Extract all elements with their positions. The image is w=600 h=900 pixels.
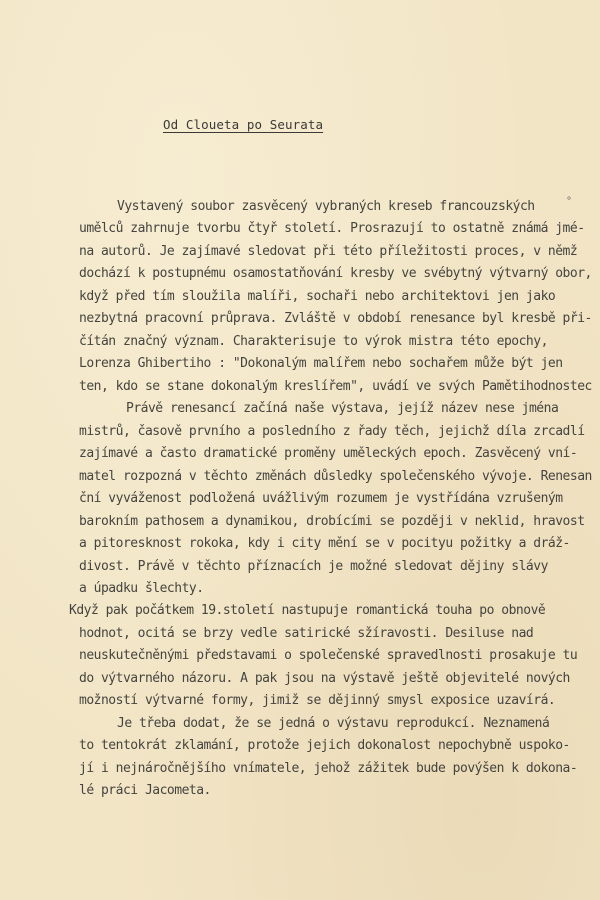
text-line-19: Když pak počátkem 19.století nastupuje romantická touha po obnově <box>69 603 546 618</box>
text-line-12: zajímavé a často dramatické proměny uměleckých epoch. Zasvěcený vní- <box>79 446 578 461</box>
text-line-10: Právě renesancí začíná naše výstava, jejíž název nese jména <box>126 401 559 416</box>
text-line-02: umělců zahrnuje tvorbu čtyř století. Prosrazují to ostatně známá jmé- <box>79 221 585 236</box>
text-line-17: divost. Právě v těchto příznacích je možné sledovat dějiny slávy <box>79 559 548 574</box>
text-line-06: nezbytná pracovní průprava. Zvláště v období renesance byl kresbě při- <box>79 311 592 326</box>
text-line-20: hodnot, ocitá se brzy vedle satirické sžíravosti. Desiluse nad <box>79 626 534 641</box>
text-line-11: mistrů, časově prvního a posledního z řady těch, jejichž díla zrcadlí <box>79 424 585 439</box>
margin-mark: ° <box>566 196 573 207</box>
text-line-05: když před tím sloužila malíři, sochaři nebo architektovi jen jako <box>79 289 556 304</box>
text-line-04: dochází k postupnému osamostatňování kresby ve svébytný výtvarný obor, <box>79 266 592 281</box>
text-line-13: matel rozpozná v těchto změnách důsledky společenského vývoje. Renesan <box>79 469 592 484</box>
text-line-21: neuskutečněnými představami o společenské spravedlnosti prosakuje tu <box>79 648 578 663</box>
document-title: Od Cloueta po Seurata <box>163 117 324 132</box>
text-line-14: ční vyváženost podložená uvážlivým rozumem je vystřídána vzrušeným <box>79 491 563 506</box>
text-line-08: Lorenza Ghibertiho : "Dokonalým malířem nebo sochařem může být jen <box>79 356 563 371</box>
text-line-03: na autorů. Je zajímavé sledovat při této příležitosti proces, v němž <box>79 244 578 259</box>
text-line-15: barokním pathosem a dynamikou, drobícími se později v neklid, hravost <box>79 514 585 529</box>
text-line-22: do výtvarného názoru. A pak jsou na výstavě ještě objevitelé nových <box>79 671 570 686</box>
text-line-01: Vystavený soubor zasvěcený vybraných kreseb francouzských <box>117 199 535 214</box>
text-line-18: a úpadku šlechty. <box>79 581 204 596</box>
text-line-26: jí i nejnáročnějšího vnímatele, jehož zážitek bude povýšen k dokona- <box>79 761 578 776</box>
text-line-24: Je třeba dodat, že se jedná o výstavu reprodukcí. Neznamená <box>117 716 550 731</box>
text-line-25: to tentokrát zklamání, protože jejich dokonalost nepochybně uspoko- <box>79 738 570 753</box>
text-line-23: možností výtvarné formy, jimiž se dějinný smysl exposice uzavírá. <box>79 693 556 708</box>
text-line-16: a pitoresknost rokoka, kdy i city mění se v pocityu požitky a dráž- <box>79 536 570 551</box>
text-line-07: čítán značný význam. Charakterisuje to výrok mistra této epochy, <box>79 334 548 349</box>
text-line-27: lé práci Jacometa. <box>79 783 211 798</box>
text-line-09: ten, kdo se stane dokonalým kreslířem", uvádí ve svých Pamětihodnostec <box>79 379 592 394</box>
